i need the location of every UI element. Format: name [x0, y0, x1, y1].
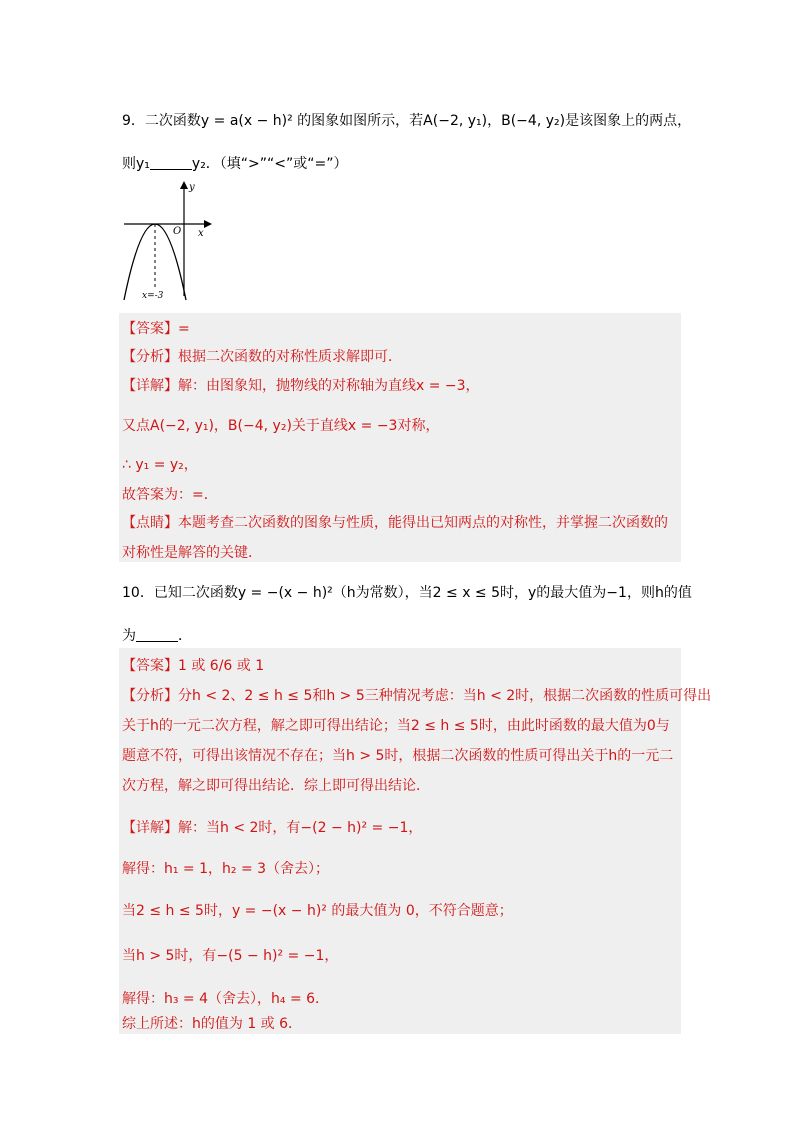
- y-axis-label: y: [189, 182, 195, 193]
- x-axis-arrow: [204, 220, 212, 228]
- q9-stem-part2: y₂．（填“>”“<”或“=”）: [191, 156, 348, 172]
- q10-answer: 【答案】1 或 6/6 或 1: [122, 658, 265, 674]
- q10-detail-3: 当2 ≤ h ≤ 5时，y = −(x − h)² 的最大值为 0，不符合题意；: [122, 903, 513, 919]
- q10-detail-6: 综上所述：h的值为 1 或 6．: [122, 1016, 303, 1032]
- q10-detail-5: 解得：h₃ = 4（舍去），h₄ = 6．: [122, 991, 330, 1007]
- q9-comment-1: 【点睛】本题考查二次函数的图象与性质，能得出已知两点的对称性，并掌握二次函数的: [122, 515, 668, 531]
- q10-stem-part1: 为: [122, 628, 136, 644]
- q10-answer-blank: [136, 627, 178, 642]
- q9-detail-2: 又点A(−2, y₁)，B(−4, y₂)关于直线x = −3对称，: [122, 418, 440, 434]
- q9-stem-part1: 则y₁: [122, 156, 150, 172]
- origin-label: O: [173, 226, 182, 237]
- q9-stem-line2: [122, 153, 348, 173]
- q9-detail-1: 【详解】解：由图象知，抛物线的对称轴为直线x = −3，: [122, 378, 480, 394]
- q9-detail-3: ∴ y₁ = y₂，: [122, 457, 198, 473]
- q9-analysis: 【分析】根据二次函数的对称性质求解即可．: [122, 349, 402, 365]
- q10-analysis-2: 关于h的一元二次方程，解之即可得出结论；当2 ≤ h ≤ 5时，由此时函数的最大值为0与: [122, 718, 670, 734]
- q10-analysis-4: 次方程，解之即可得出结论．综上即可得出结论．: [122, 778, 430, 794]
- q10-stem-part2: ．: [178, 628, 192, 644]
- q10-solution-box: [119, 648, 681, 1034]
- q9-answer: 【答案】=: [122, 321, 190, 337]
- q10-stem-line1: 10．已知二次函数y = −(x − h)²（h为常数），当2 ≤ x ≤ 5时，y的最大值为−1，则h的值: [122, 585, 692, 601]
- symmetry-axis-label: x=-3: [142, 291, 164, 301]
- q9-stem-line1: 9．二次函数y = a(x − h)² 的图象如图所示，若A(−2, y₁)，B(−4, y₂)是该图象上的两点，: [122, 113, 692, 129]
- q10-analysis-3: 题意不符，可得出该情况不存在；当h > 5时，根据二次函数的性质可得出关于h的一元二: [122, 748, 674, 764]
- q9-detail-4: 故答案为：=．: [122, 487, 218, 503]
- q10-detail-2: 解得：h₁ = 1，h₂ = 3（舍去）；: [122, 861, 330, 877]
- q10-detail-4: 当h > 5时，有−(5 − h)² = −1，: [122, 948, 339, 964]
- q9-answer-blank: [150, 155, 192, 170]
- q10-analysis-1: 【分析】分h < 2、2 ≤ h ≤ 5和h > 5三种情况考虑：当h < 2时，根据二次函数的性质可得出: [122, 688, 712, 704]
- q10-stem-line2: [122, 625, 192, 645]
- q10-detail-1: 【详解】解：当h < 2时，有−(2 − h)² = −1，: [122, 820, 423, 836]
- q9-parabola-graph: [118, 178, 218, 303]
- q9-comment-2: 对称性是解答的关键．: [122, 545, 262, 561]
- y-axis-arrow: [180, 181, 188, 189]
- x-axis-label: x: [198, 228, 204, 239]
